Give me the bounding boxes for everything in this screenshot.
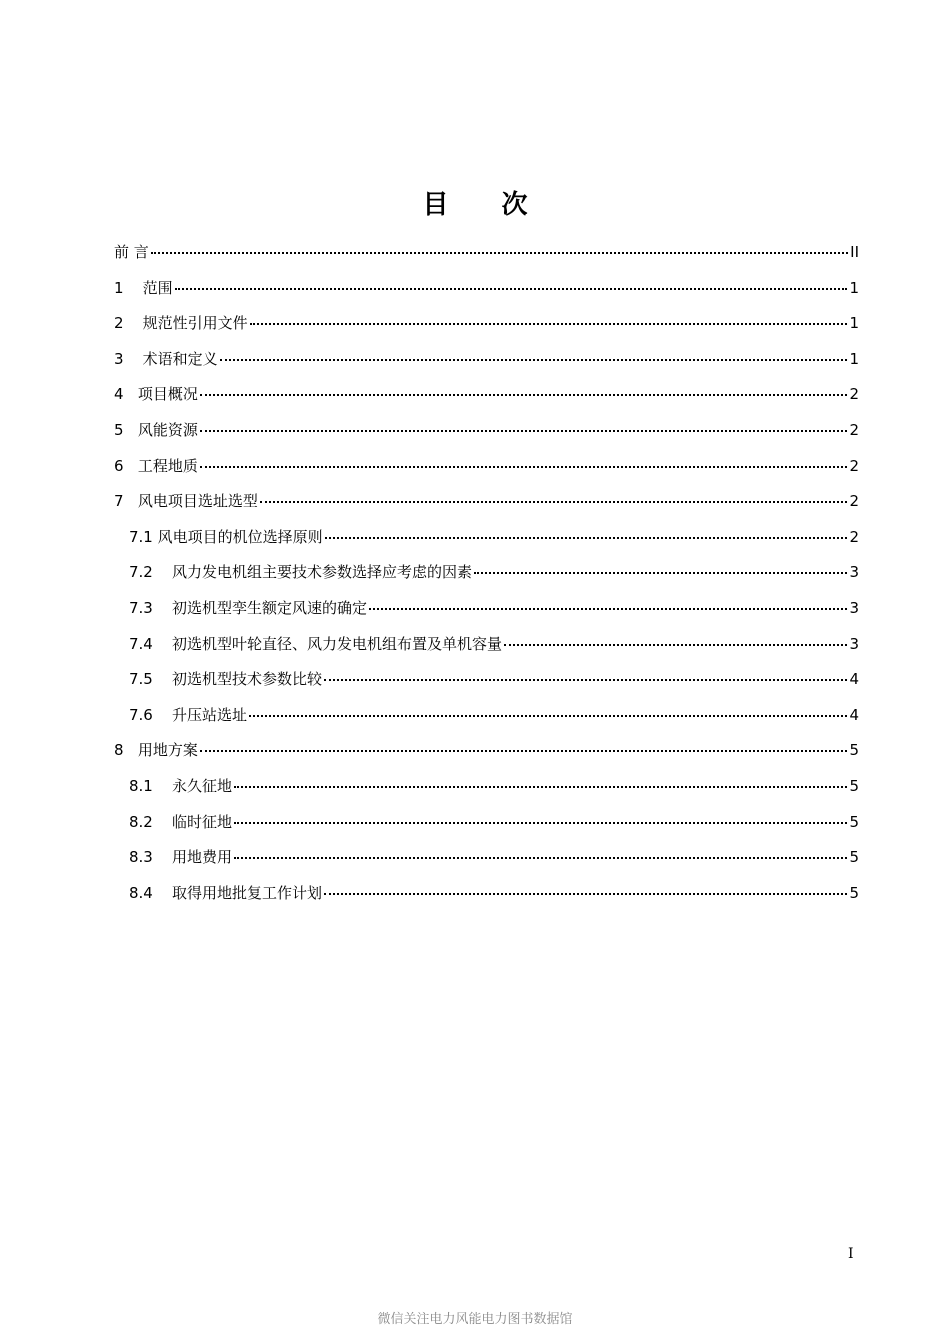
toc-entry-number: 8.1	[129, 776, 172, 795]
toc-leader-dots	[175, 288, 848, 290]
toc-leader-dots	[260, 501, 848, 503]
toc-entry-number: 7.4	[129, 634, 172, 653]
toc-entry-page: 5	[849, 741, 859, 760]
table-of-contents	[114, 240, 859, 916]
toc-leader-dots	[504, 644, 848, 646]
toc-entry-page: 5	[849, 776, 859, 795]
toc-entry-number: 7.6	[129, 705, 172, 724]
toc-entry-label: 风电项目选址选型	[137, 492, 258, 511]
toc-leader-dots	[324, 679, 848, 681]
toc-leader-dots	[249, 715, 848, 717]
toc-entry-page: 3	[849, 598, 859, 617]
toc-entry-number: 8	[114, 741, 138, 760]
toc-entry-label: 风电项目的机位选择原则	[157, 527, 323, 546]
toc-entry-page: 2	[849, 492, 859, 511]
toc-entry-label: 工程地质	[137, 456, 198, 475]
toc-leader-dots	[250, 323, 848, 325]
toc-leader-dots	[325, 537, 848, 539]
toc-entry-label: 术语和定义	[142, 349, 218, 368]
toc-entry[interactable]	[114, 881, 859, 917]
toc-entry[interactable]	[114, 667, 859, 703]
toc-entry-number: 7.3	[129, 598, 172, 617]
toc-entry-page: 4	[849, 670, 859, 689]
toc-entry-page: 2	[849, 385, 859, 404]
toc-entry-label: 用地费用	[171, 848, 232, 867]
toc-entry[interactable]	[114, 525, 859, 561]
toc-leader-dots	[234, 822, 848, 824]
toc-entry-label: 前 言	[114, 243, 149, 261]
toc-entry-page: 1	[849, 349, 859, 368]
toc-entry[interactable]	[114, 560, 859, 596]
toc-entry-label: 用地方案	[137, 741, 198, 760]
toc-entry[interactable]	[114, 454, 859, 490]
toc-entry-page: 1	[849, 278, 859, 297]
toc-entry-label: 风力发电机组主要技术参数选择应考虑的因素	[171, 563, 472, 582]
toc-leader-dots	[220, 359, 848, 361]
toc-entry-number: 7.5	[129, 670, 172, 689]
toc-title: 目 次	[422, 190, 550, 220]
toc-entry-number: 8.3	[129, 848, 172, 867]
toc-leader-dots	[234, 857, 848, 859]
toc-leader-dots	[200, 466, 848, 468]
toc-entry-label: 规范性引用文件	[142, 314, 248, 333]
toc-entry-number: 7.1	[129, 527, 158, 546]
toc-entry-page: 4	[849, 705, 859, 724]
toc-entry-label: 升压站选址	[171, 705, 247, 724]
toc-leader-dots	[200, 430, 848, 432]
toc-leader-dots	[200, 750, 848, 752]
toc-leader-dots	[234, 786, 848, 788]
toc-entry-number: 3	[114, 349, 143, 368]
toc-leader-dots	[369, 608, 848, 610]
footer-watermark: 微信关注电力风能电力图书数据馆	[377, 1312, 573, 1327]
toc-leader-dots	[200, 394, 848, 396]
toc-entry-number: 2	[114, 314, 143, 333]
toc-entry[interactable]	[114, 489, 859, 525]
toc-entry-label: 风能资源	[137, 420, 198, 439]
toc-entry-page: 2	[849, 456, 859, 475]
toc-entry-label: 项目概况	[137, 385, 198, 404]
toc-entry-label: 范围	[142, 278, 173, 297]
toc-entry-number: 1	[114, 278, 143, 297]
toc-entry-page: II	[850, 243, 859, 261]
toc-entry[interactable]	[114, 276, 859, 312]
toc-entry[interactable]	[114, 810, 859, 846]
toc-entry-page: 5	[849, 848, 859, 867]
toc-entry[interactable]	[114, 845, 859, 881]
toc-leader-dots	[324, 893, 848, 895]
toc-entry[interactable]	[114, 703, 859, 739]
toc-entry[interactable]	[114, 596, 859, 632]
toc-entry-number: 8.4	[129, 883, 172, 902]
toc-entry[interactable]	[114, 738, 859, 774]
toc-entry[interactable]	[114, 632, 859, 668]
toc-entry-page: 3	[849, 634, 859, 653]
toc-entry-label: 取得用地批复工作计划	[171, 883, 322, 902]
toc-entry-label: 临时征地	[171, 812, 232, 831]
toc-entry-number: 7.2	[129, 563, 172, 582]
toc-entry[interactable]	[114, 347, 859, 383]
toc-entry-number: 8.2	[129, 812, 172, 831]
toc-entry-label: 初选机型孪生额定风速的确定	[171, 598, 367, 617]
toc-entry-number: 7	[114, 492, 138, 511]
toc-entry-label: 初选机型技术参数比较	[171, 670, 322, 689]
toc-entry-page: 1	[849, 314, 859, 333]
toc-entry[interactable]	[114, 382, 859, 418]
toc-entry-number: 4	[114, 385, 138, 404]
toc-entry-page: 3	[849, 563, 859, 582]
toc-entry-page: 2	[849, 527, 859, 546]
toc-entry-number: 6	[114, 456, 138, 475]
page-number: I	[848, 1246, 854, 1262]
toc-leader-dots	[474, 572, 848, 574]
toc-entry[interactable]	[114, 311, 859, 347]
toc-entry-page: 5	[849, 883, 859, 902]
toc-entry[interactable]	[114, 240, 859, 276]
toc-entry-label: 永久征地	[171, 776, 232, 795]
toc-entry-page: 2	[849, 420, 859, 439]
toc-entry-page: 5	[849, 812, 859, 831]
toc-entry-number: 5	[114, 420, 138, 439]
toc-leader-dots	[151, 252, 848, 254]
toc-entry[interactable]	[114, 774, 859, 810]
toc-entry-label: 初选机型叶轮直径、风力发电机组布置及单机容量	[171, 634, 502, 653]
toc-entry[interactable]	[114, 418, 859, 454]
